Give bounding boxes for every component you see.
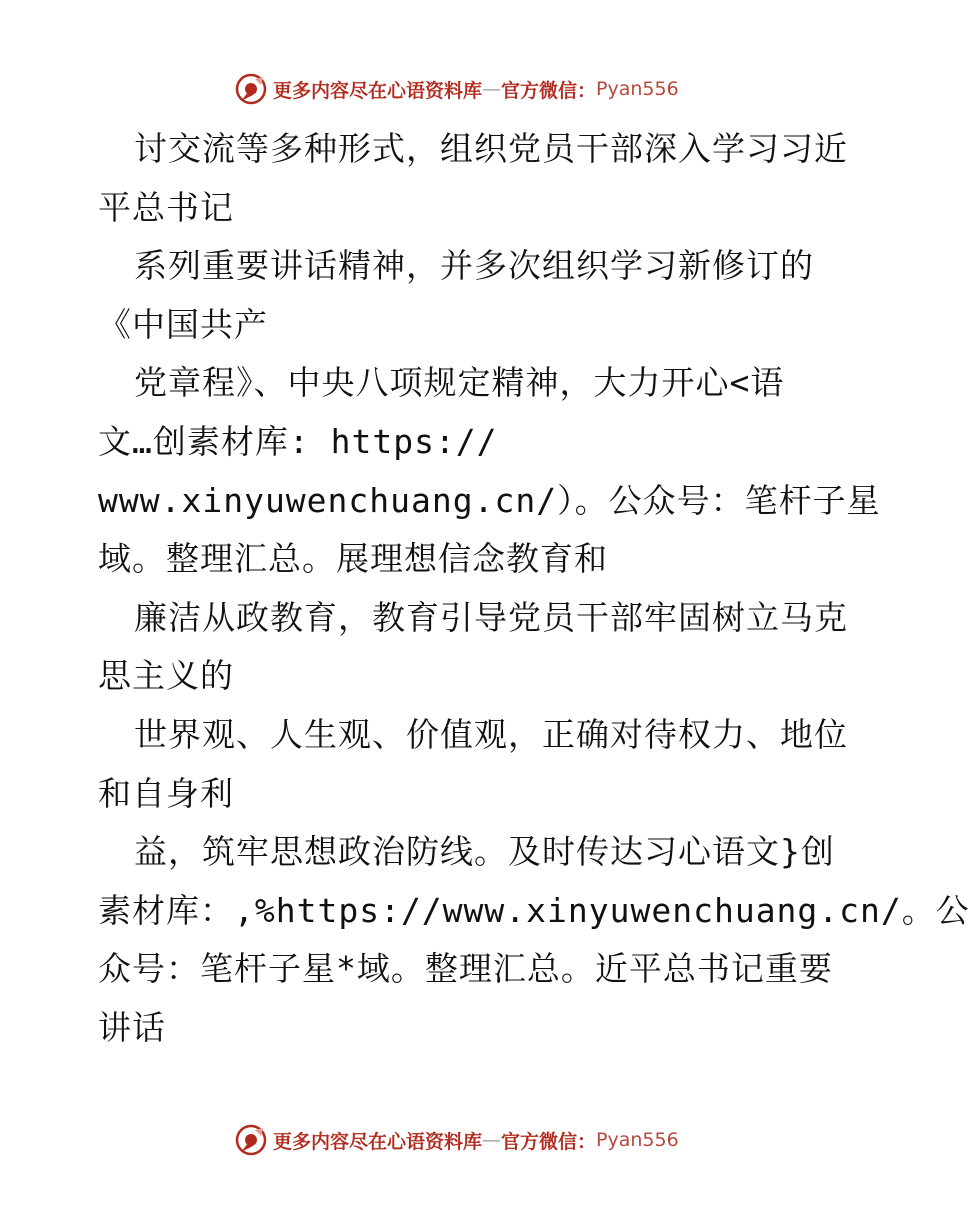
banner-contact-text: 官方微信： xyxy=(501,79,597,102)
text-line: 思主义的 xyxy=(98,656,234,696)
text-line: 《中国共产 xyxy=(98,304,268,344)
text-line: 党章程》、中央八项规定精神，大力开心<语 xyxy=(134,363,785,403)
header-banner xyxy=(235,72,715,106)
text-line: 廉洁从政教育，教育引导党员干部牢固树立马克 xyxy=(134,597,848,637)
pen-logo-icon xyxy=(235,1124,267,1156)
banner-site-text: 更多内容尽在心语资料库 xyxy=(273,1130,483,1153)
text-line: 益，筑牢思想政治防线。及时传达习心语文}创 xyxy=(134,832,835,872)
banner-separator: — xyxy=(482,1129,502,1151)
banner-separator: — xyxy=(482,78,502,100)
text-line: 素材库：,%https://www.xinyuwenchuang.cn/。公 xyxy=(98,890,970,930)
document-body xyxy=(98,120,970,1058)
text-line: 域。整理汇总。展理想信念教育和 xyxy=(98,539,608,579)
banner-wechat-id: Pyan556 xyxy=(596,78,679,100)
banner-contact-text: 官方微信： xyxy=(501,1130,597,1153)
text-line: 文…创素材库: https:// xyxy=(98,421,498,461)
banner-site-text: 更多内容尽在心语资料库 xyxy=(273,79,483,102)
text-line: 和自身利 xyxy=(98,773,234,813)
text-line: 讲话 xyxy=(98,1007,166,1047)
text-line: 众号：笔杆子星*域。整理汇总。近平总书记重要 xyxy=(98,949,833,989)
text-line: 系列重要讲话精神，并多次组织学习新修订的 xyxy=(134,246,814,286)
banner-wechat-id: Pyan556 xyxy=(596,1129,679,1151)
text-line: 世界观、人生观、价值观，正确对待权力、地位 xyxy=(134,714,848,754)
text-line: www.xinyuwenchuang.cn/）。公众号：笔杆子星 xyxy=(98,480,881,520)
footer-banner xyxy=(235,1123,715,1157)
pen-logo-icon xyxy=(235,73,267,105)
text-line: 平总书记 xyxy=(98,187,234,227)
text-line: 讨交流等多种形式，组织党员干部深入学习习近 xyxy=(134,129,848,168)
